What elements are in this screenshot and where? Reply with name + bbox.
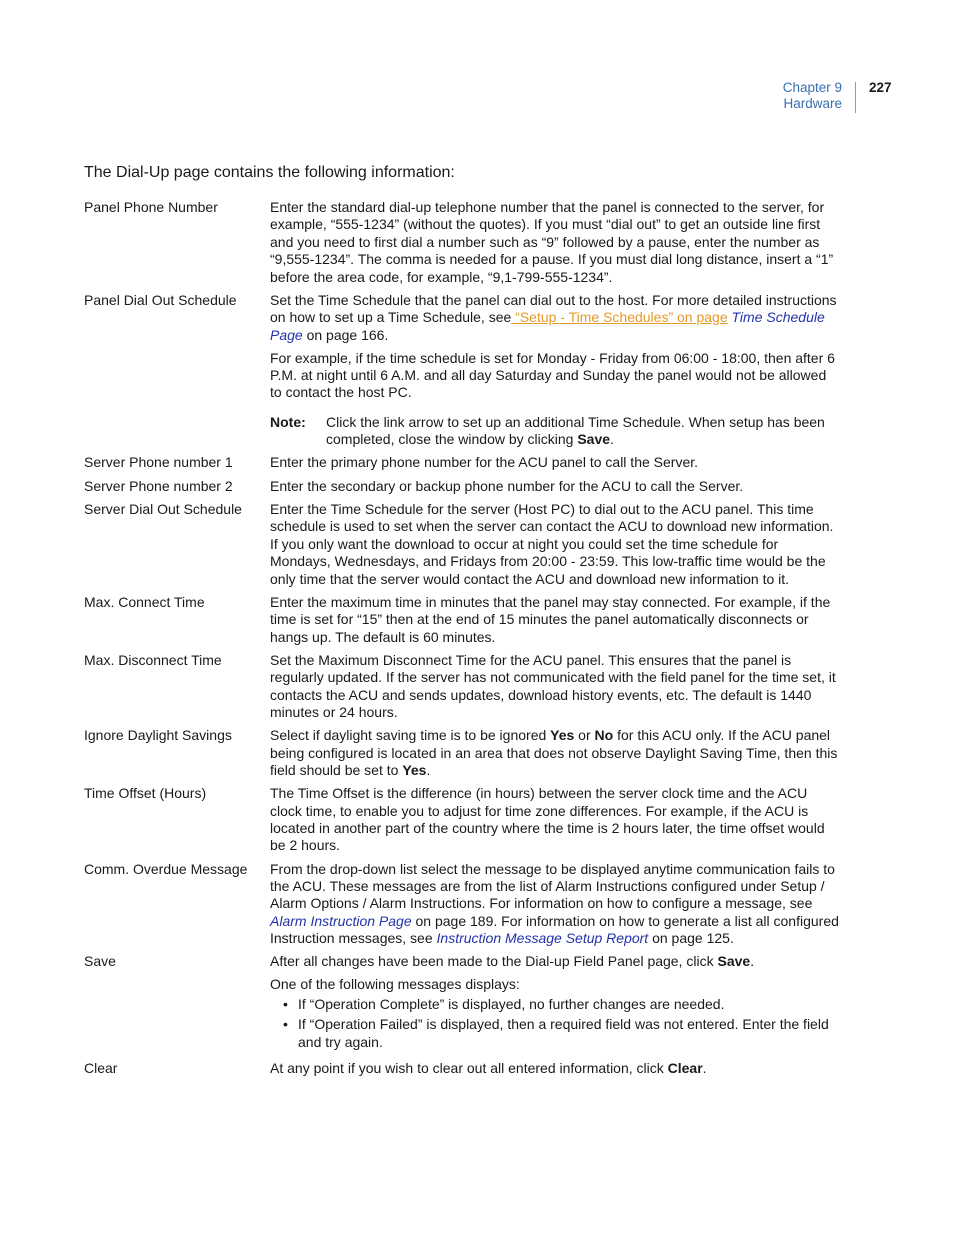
table-row <box>84 292 840 449</box>
description-text: After all changes have been made to the Dial-up Field Panel page, click <box>270 953 718 970</box>
field-description <box>270 953 840 1054</box>
table-row <box>84 727 840 779</box>
time-schedule-page-link[interactable]: Time Schedule Page <box>270 309 825 343</box>
note-text-part: . <box>610 431 614 448</box>
field-description: Enter the primary phone number for the ACU panel to call the Server. <box>270 454 699 471</box>
description-text: . <box>702 1059 707 1076</box>
note-text-part: Click the link arrow to set up an additional Time Schedule. When setup has been completed, close the window by clicking <box>326 413 825 448</box>
field-term: Max. Disconnect Time <box>84 651 222 668</box>
field-term: Server Phone number 1 <box>84 454 233 471</box>
description-text: on page 125. <box>648 930 734 947</box>
description-paragraph <box>270 292 840 344</box>
description-text: Select if daylight saving time is to be ignored <box>270 727 551 744</box>
table-row <box>84 199 840 286</box>
no-term: No <box>594 727 614 744</box>
description-text: . <box>426 761 431 778</box>
description-text: for this ACU only. If the ACU panel being configured is located in an area that does not observe Daylight Saving Time, then this field should be set to <box>270 727 838 778</box>
field-description: The Time Offset is the difference (in hours) between the server clock time and the ACU clock time, to enable you to adjust for time zone differences. For example, if the ACU is located in another part of the country where the time is 2 hours later, the time offset would be 2 hours. <box>270 785 825 854</box>
table-row <box>84 501 840 588</box>
clear-term: Clear <box>667 1059 703 1076</box>
list-item-text: If “Operation Failed” is displayed, then a required field was not entered. Enter the field and try again. <box>298 1016 829 1050</box>
field-term: Max. Connect Time <box>84 593 205 610</box>
field-term: Server Dial Out Schedule <box>84 500 242 517</box>
description-text: on page 166. <box>302 326 389 343</box>
note-save-term: Save <box>577 431 611 448</box>
note-text <box>326 414 840 449</box>
header-divider <box>855 82 856 113</box>
field-description <box>270 727 840 779</box>
note-block <box>270 414 840 449</box>
field-description: Enter the standard dial-up telephone number that the panel is connected to the server, for example, “555-1234” (without the quotes). If you must “dial out” to get an outside line first and you need to first dial a number such as “9” followed by a pause, enter the number as “9,555-1234”. The comma is needed for a pause. If you must dial long distance, insert a “1” before the area code, for example, “9,1-799-555-1234”. <box>270 199 834 285</box>
field-description: Enter the maximum time in minutes that the panel may stay connected. For example, if the time is set for “15” then at the end of 15 minutes the panel automatically disconnects or hangs up. The default is 60 minutes. <box>270 593 831 645</box>
field-description: Enter the secondary or backup phone number for the ACU to call the Server. <box>270 477 744 494</box>
table-row <box>84 953 840 1054</box>
save-term: Save <box>717 953 751 970</box>
time-schedules-link[interactable]: “Setup - Time Schedules” on page <box>511 309 728 326</box>
description-text: At any point if you wish to clear out all entered information, click <box>270 1059 668 1076</box>
bullet-icon: • <box>283 1016 288 1033</box>
table-row <box>84 861 840 948</box>
description-text: or <box>574 727 595 744</box>
list-item-text: If “Operation Complete” is displayed, no further changes are needed. <box>298 995 725 1012</box>
description-text: on page 189. For information on how to generate a list all configured Instruction messages, see <box>270 912 839 947</box>
description-text: . <box>750 953 755 970</box>
table-row <box>84 478 840 495</box>
description-paragraph: For example, if the time schedule is set for Monday - Friday from 06:00 - 18:00, then after 6 P.M. at night until 6 A.M. and all day Saturday and Sunday the panel would not be allowed to contact the host PC. <box>270 349 835 401</box>
page-number: 227 <box>869 80 892 95</box>
note-label: Note: <box>270 413 306 430</box>
table-row <box>84 594 840 646</box>
description-paragraph: One of the following messages displays: <box>270 976 520 993</box>
field-description-table <box>84 199 840 1083</box>
field-term: Panel Phone Number <box>84 199 218 215</box>
field-term: Time Offset (Hours) <box>84 785 207 802</box>
field-description: Set the Maximum Disconnect Time for the ACU panel. This ensures that the panel is regularly updated. If the server has not communicated with the field panel for the time set, it contacts the ACU and sends updates, download history events, etc. The default is 1440 minutes or 24 hours. <box>270 651 836 720</box>
chapter-label: Chapter 9 <box>782 80 842 95</box>
intro-text: The Dial-Up page contains the following information: <box>84 164 455 181</box>
section-label: Hardware <box>783 96 842 111</box>
field-term: Server Phone number 2 <box>84 477 233 494</box>
alarm-instruction-page-link[interactable]: Alarm Instruction Page <box>270 912 412 929</box>
bullet-icon: • <box>283 995 288 1012</box>
yes-term: Yes <box>550 727 575 744</box>
list-item <box>270 996 840 1013</box>
field-term: Clear <box>84 1059 118 1076</box>
chapter-heading <box>783 80 842 112</box>
table-row <box>84 785 840 855</box>
table-row <box>84 652 840 722</box>
field-term: Save <box>84 953 116 970</box>
yes-term: Yes <box>402 761 427 778</box>
field-term: Panel Dial Out Schedule <box>84 291 237 308</box>
message-list <box>270 996 840 1051</box>
table-row <box>84 454 840 471</box>
field-term: Ignore Daylight Savings <box>84 727 232 744</box>
page-header <box>0 80 954 120</box>
table-row <box>84 1060 840 1077</box>
field-description <box>270 861 840 948</box>
field-term: Comm. Overdue Message <box>84 860 248 877</box>
field-description <box>270 1060 840 1077</box>
list-item <box>270 1016 840 1051</box>
instruction-message-report-link[interactable]: Instruction Message Setup Report <box>436 930 649 947</box>
description-paragraph <box>270 953 840 970</box>
field-description <box>270 292 840 449</box>
field-description: Enter the Time Schedule for the server (Host PC) to dial out to the ACU panel. This time schedule is used to set when the server can contact the ACU to download new information. If you only want the download to occur at night you could set the time schedule for Mondays, Wednesdays, and Fridays from 20:00 - 23:59. This low-traffic time would be the only time that the server would contact the ACU and download new information to it. <box>270 500 834 587</box>
description-text: Set the Time Schedule that the panel can dial out to the host. For more detailed instructions on how to set up a Time Schedule, see <box>270 291 837 326</box>
description-text: From the drop-down list select the message to be displayed anytime communication fails to the ACU. These messages are from the list of Alarm Instructions configured under Setup / Alarm Options / Alarm Instructions. For information on how to configure a message, see <box>270 860 835 912</box>
